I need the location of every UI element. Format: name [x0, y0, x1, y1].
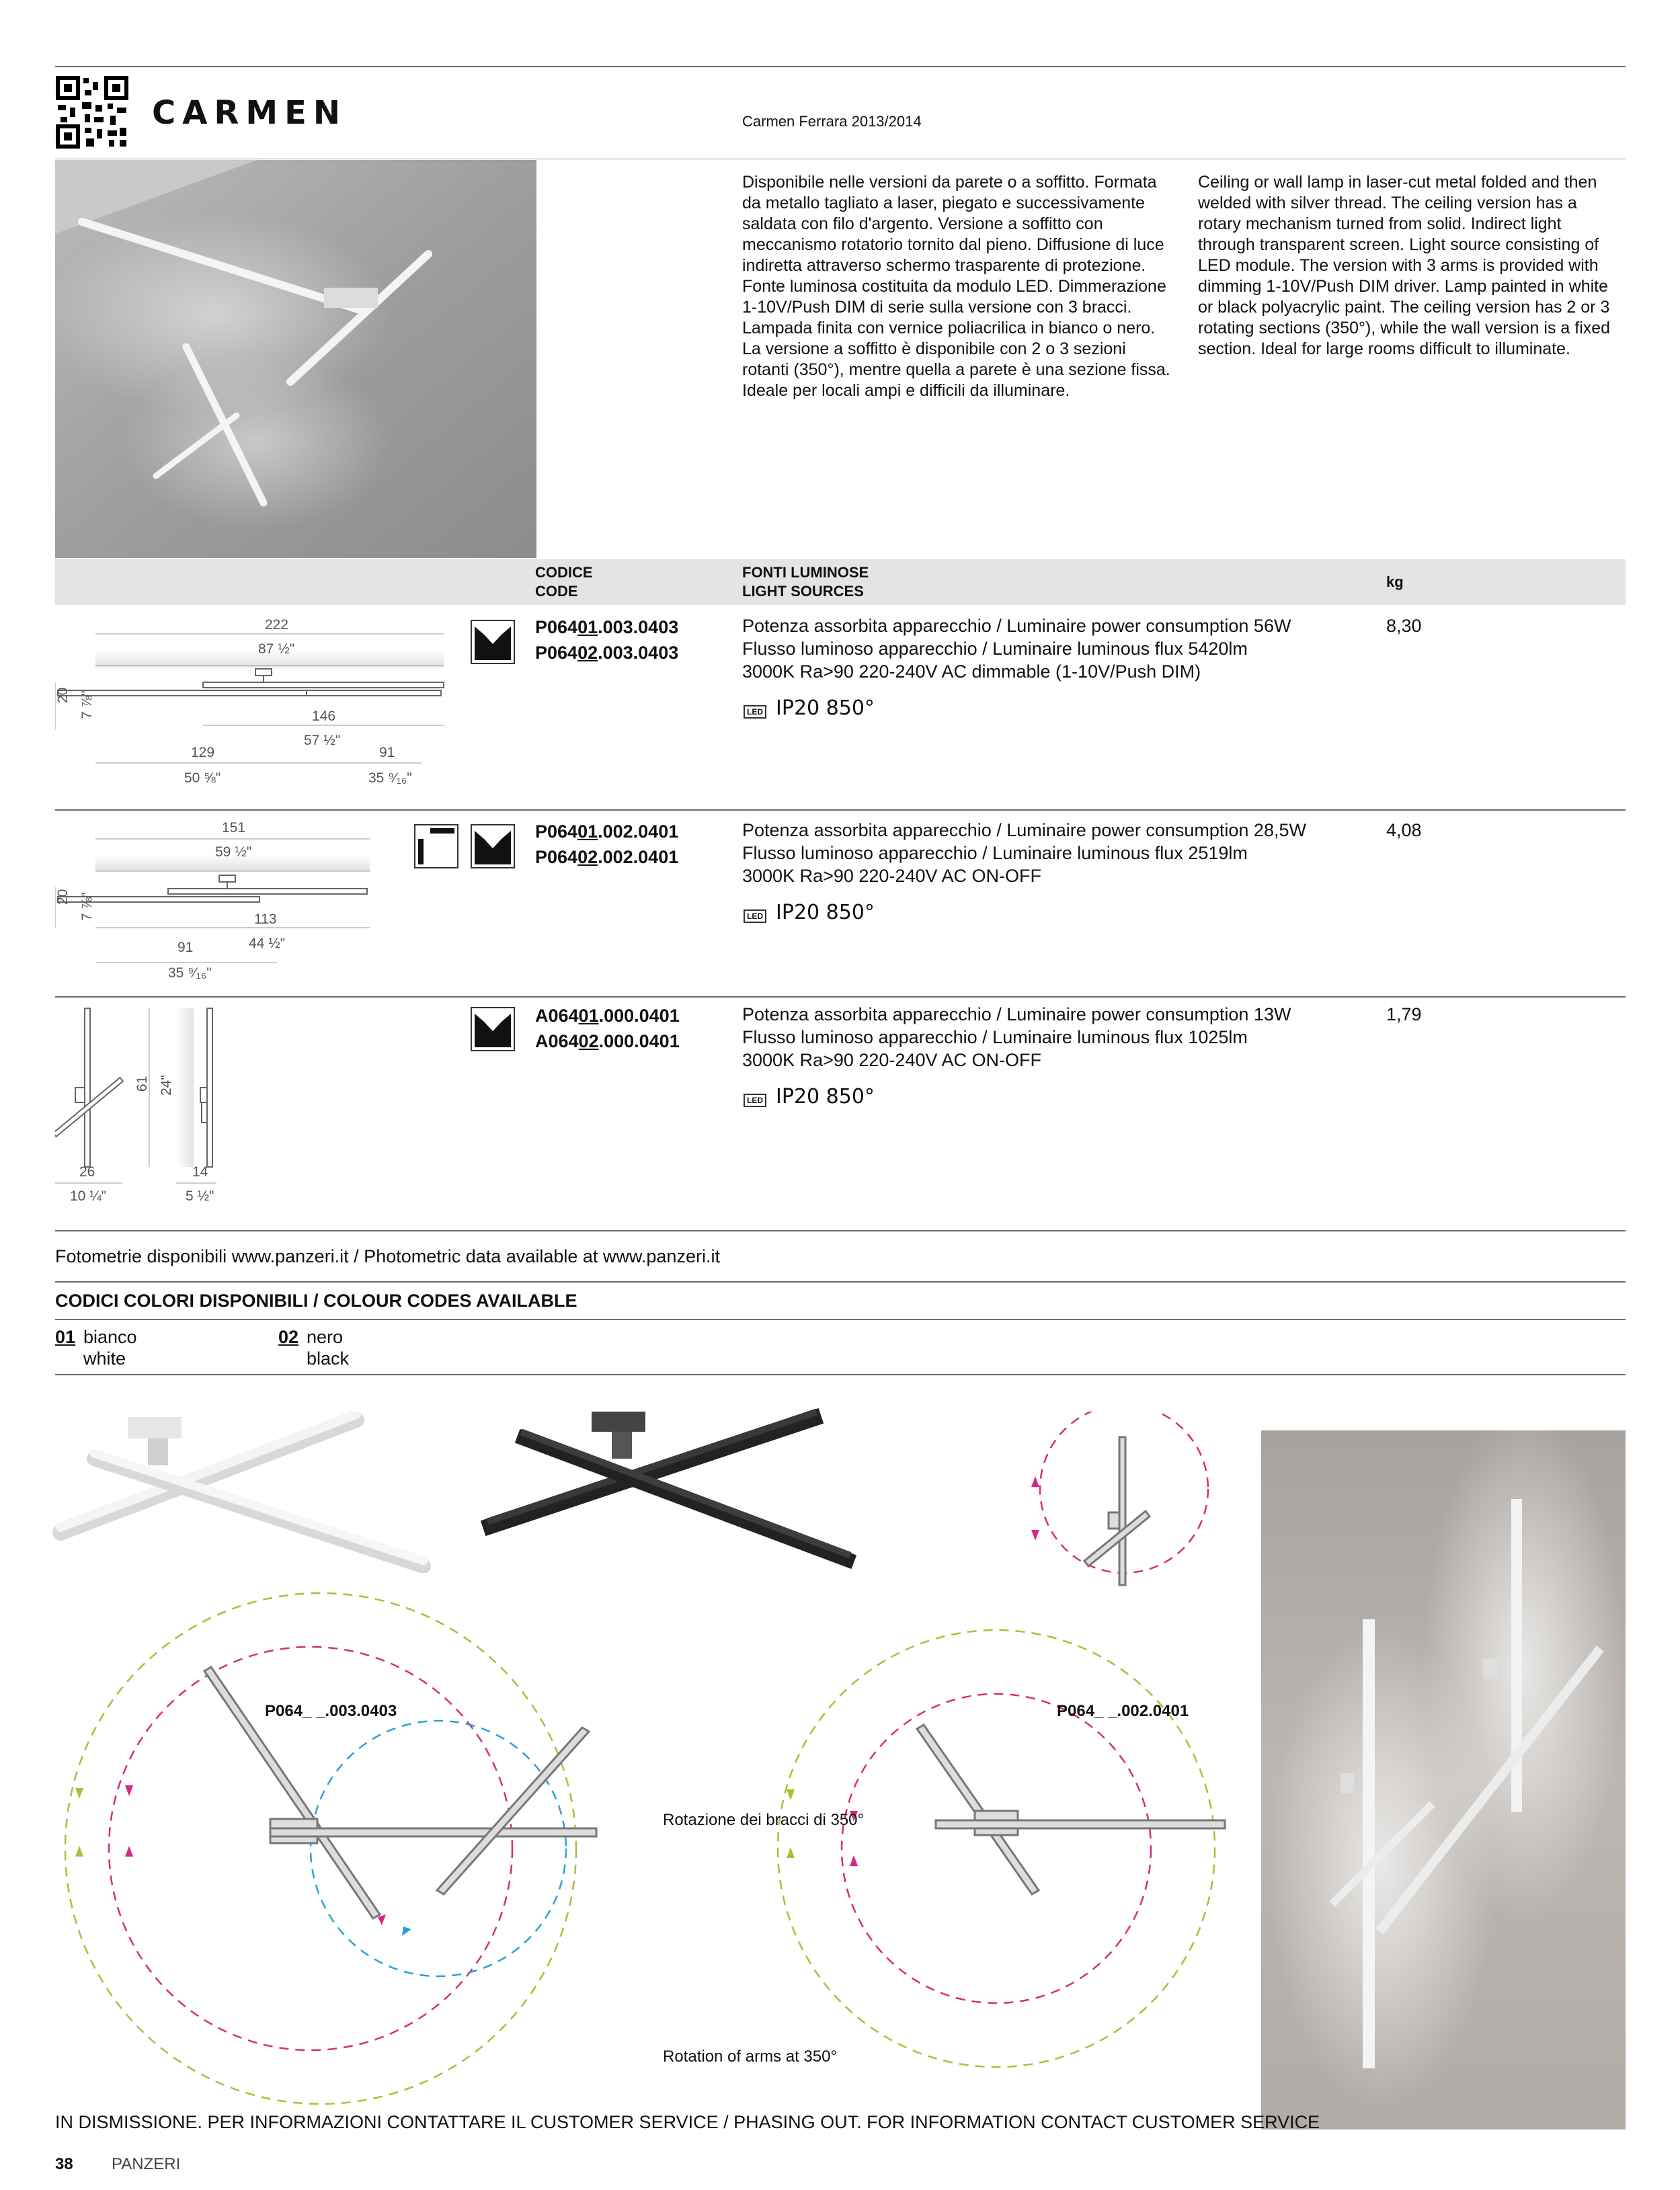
dim-height-in: 7 ⅞": [79, 892, 95, 921]
row-rule: [55, 809, 1626, 811]
rotation-circle-green: [65, 1593, 576, 2104]
magenta-arrow-icon: [1031, 1476, 1039, 1487]
rotation-caption-en: Rotation of arms at 350°: [663, 2047, 838, 2066]
indirect-light-icon: [471, 1007, 515, 1051]
sources-header-it: FONTI LUMINOSE: [742, 564, 869, 581]
brand-name: PANZERI: [112, 2155, 181, 2173]
electrical-spec: 3000K Ra>90 220-240V AC dimmable (1-10V/Push DIM): [742, 661, 1201, 682]
description-it: Disponibile nelle versioni da parete o a soffitto. Formata da metallo tagliato a laser, piegato e successivamente saldata con filo d'argento. Versione a soffitto con meccanismo rotatorio tornito dal pieno. Diffusione di luce indiretta attraverso schermo trasparente di protezione. Fonte luminosa costituita da modulo LED. Dimmerazione 1-10V/Push DIM di serie sulla versione con 3 bracci. Lampada finita con vernice poliacrilica in bianco o nero. La versione a soffitto è disponibile con 2 o 3 sezioni rotanti (350°), mentre quella a parete è una sezione fissa. Ideale per locali ampi e difficili da illuminare.: [742, 173, 1170, 400]
product-code: A06401.000.0401: [535, 1006, 680, 1026]
dim-left-in: 50 ⅝": [184, 770, 221, 786]
photometric-note: Fotometrie disponibili www.panzeri.it / Photometric data available at www.panzeri.it: [55, 1246, 720, 1266]
dim-height-in: 24": [159, 1075, 174, 1096]
indirect-light-icon: [471, 824, 515, 868]
dim-height-cm: 61: [134, 1076, 150, 1092]
green-arrow-icon: [787, 1847, 795, 1858]
weight-value: 4,08: [1386, 820, 1422, 840]
dim-right-cm: 91: [379, 745, 395, 760]
electrical-spec: 3000K Ra>90 220-240V AC ON-OFF: [742, 1050, 1041, 1070]
led-icon: LED: [744, 909, 766, 923]
product-code: P06402.002.0401: [535, 847, 679, 867]
dim-left-cm: 129: [191, 745, 215, 760]
row-rule: [55, 1230, 1626, 1231]
magenta-arrow-icon: [850, 1855, 858, 1866]
qr-code-icon[interactable]: [55, 75, 129, 149]
top-rule: [55, 66, 1626, 67]
ip-rating: LED IP20 850°: [744, 901, 875, 924]
product-code: P06401.002.0401: [535, 821, 679, 842]
rotation-circle-green: [778, 1630, 1215, 2067]
ip-rating: LED IP20 850°: [744, 696, 875, 720]
product-code: P06401.003.0403: [535, 617, 679, 637]
electrical-spec: 3000K Ra>90 220-240V AC ON-OFF: [742, 866, 1041, 886]
rotation-circle-magenta: [842, 1694, 1151, 2003]
power-spec: Potenza assorbita apparecchio / Luminaire power consumption 13W: [742, 1004, 1291, 1024]
colour-code-item: 02: [278, 1327, 299, 1347]
phasing-out-notice: IN DISMISSIONE. PER INFORMAZIONI CONTATTARE IL CUSTOMER SERVICE / PHASING OUT. FOR INFORMATION CONTACT CUSTOMER SERVICE: [55, 2112, 1320, 2132]
dim-height-cm: 20: [55, 687, 71, 703]
section-rule: [55, 1374, 1626, 1375]
product-code: A06402.000.0401: [535, 1031, 680, 1051]
colour-name-en: black: [307, 1348, 350, 1369]
weight-value: 8,30: [1386, 616, 1422, 636]
dim-length-in: 59 ½": [215, 844, 252, 860]
ip-rating: LED IP20 850°: [744, 1085, 875, 1108]
flux-spec: Flusso luminoso apparecchio / Luminaire luminous flux 5420lm: [742, 639, 1248, 659]
product-title: CARMEN: [152, 94, 348, 132]
dim-length-in: 87 ½": [258, 641, 295, 657]
dim-arm-in: 44 ½": [249, 936, 286, 951]
rotation-diagrams: [55, 1412, 1252, 2117]
drawing-2-arm-ceiling: [55, 813, 432, 988]
indirect-light-icon: [471, 620, 515, 664]
led-icon: LED: [744, 1094, 766, 1107]
dim-arm-in: 57 ½": [304, 733, 341, 748]
weight-value: 1,79: [1386, 1004, 1422, 1024]
dim-arm-cm: 146: [312, 708, 336, 724]
code-header-en: CODE: [535, 583, 578, 600]
diagram-label-2-arm: P064_ _.002.0401: [1057, 1702, 1189, 1720]
colour-codes-title: CODICI COLORI DISPONIBILI / COLOUR CODES AVAILABLE: [55, 1291, 577, 1311]
colour-name-it: nero: [307, 1327, 344, 1347]
dim-depth-cm: 14: [192, 1164, 208, 1180]
magenta-arrow-icon: [1031, 1530, 1039, 1541]
row-rule: [55, 996, 1626, 998]
magenta-arrow-icon: [125, 1846, 133, 1857]
page-number: 38: [55, 2155, 73, 2173]
sources-header-en: LIGHT SOURCES: [742, 583, 864, 600]
hero-photo: [55, 160, 536, 558]
product-code: P06402.003.0403: [535, 643, 679, 663]
section-rule: [55, 1281, 1626, 1283]
led-icon: LED: [744, 705, 766, 719]
dim-left-cm: 91: [177, 940, 194, 955]
green-arrow-icon: [75, 1788, 83, 1799]
colour-code-item: 01: [55, 1327, 76, 1347]
flux-spec: Flusso luminoso apparecchio / Luminaire luminous flux 2519lm: [742, 843, 1248, 863]
flux-spec: Flusso luminoso apparecchio / Luminaire luminous flux 1025lm: [742, 1027, 1248, 1047]
colour-name-it: bianco: [83, 1327, 137, 1347]
blue-arrow-icon: [402, 1927, 411, 1936]
power-spec: Potenza assorbita apparecchio / Luminaire power consumption 28,5W: [742, 820, 1306, 840]
dim-arm-cm: 113: [254, 911, 277, 927]
dim-left-in: 35 ⁹⁄₁₆": [168, 965, 212, 981]
green-arrow-icon: [787, 1789, 795, 1800]
dim-width-in: 10 ¼": [70, 1188, 107, 1204]
weight-header: kg: [1386, 573, 1404, 590]
dim-length-cm: 151: [222, 820, 246, 836]
section-rule: [55, 1319, 1626, 1320]
description-en: Ceiling or wall lamp in laser-cut metal folded and then welded with silver thread. The ceiling version has a rotary mechanism turned from solid. Indirect light through transparent screen. Light source consisting of LED module. The version with 3 arms is provided with dimming 1-10V/Push DIM driver. Lamp painted in white or black polyacrylic paint. The ceiling version has 2 or 3 rotating sections (350°), while the wall version is a fixed section. Ideal for large rooms difficult to illuminate.: [1198, 173, 1611, 358]
dim-width-cm: 26: [79, 1164, 95, 1180]
dim-height-cm: 20: [55, 889, 71, 905]
direct-light-icon: [414, 824, 458, 868]
dim-height-in: 7 ⅞": [79, 690, 95, 719]
green-arrow-icon: [75, 1846, 83, 1857]
dim-length-cm: 222: [265, 617, 289, 633]
designer-credit: Carmen Ferrara 2013/2014: [742, 113, 922, 130]
rotation-circle-blue: [311, 1721, 566, 1976]
dim-right-in: 35 ⁹⁄₁₆": [368, 770, 412, 786]
code-header-it: CODICE: [535, 564, 593, 581]
colour-name-en: white: [83, 1348, 126, 1369]
diagram-label-3-arm: P064_ _.003.0403: [265, 1702, 397, 1720]
dim-depth-in: 5 ½": [186, 1188, 214, 1204]
magenta-arrow-icon: [125, 1785, 133, 1796]
wall-lamp-photo: [1261, 1430, 1626, 2130]
rotation-caption-it: Rotazione dei bracci di 350°: [663, 1811, 865, 1829]
power-spec: Potenza assorbita apparecchio / Luminaire power consumption 56W: [742, 616, 1291, 636]
